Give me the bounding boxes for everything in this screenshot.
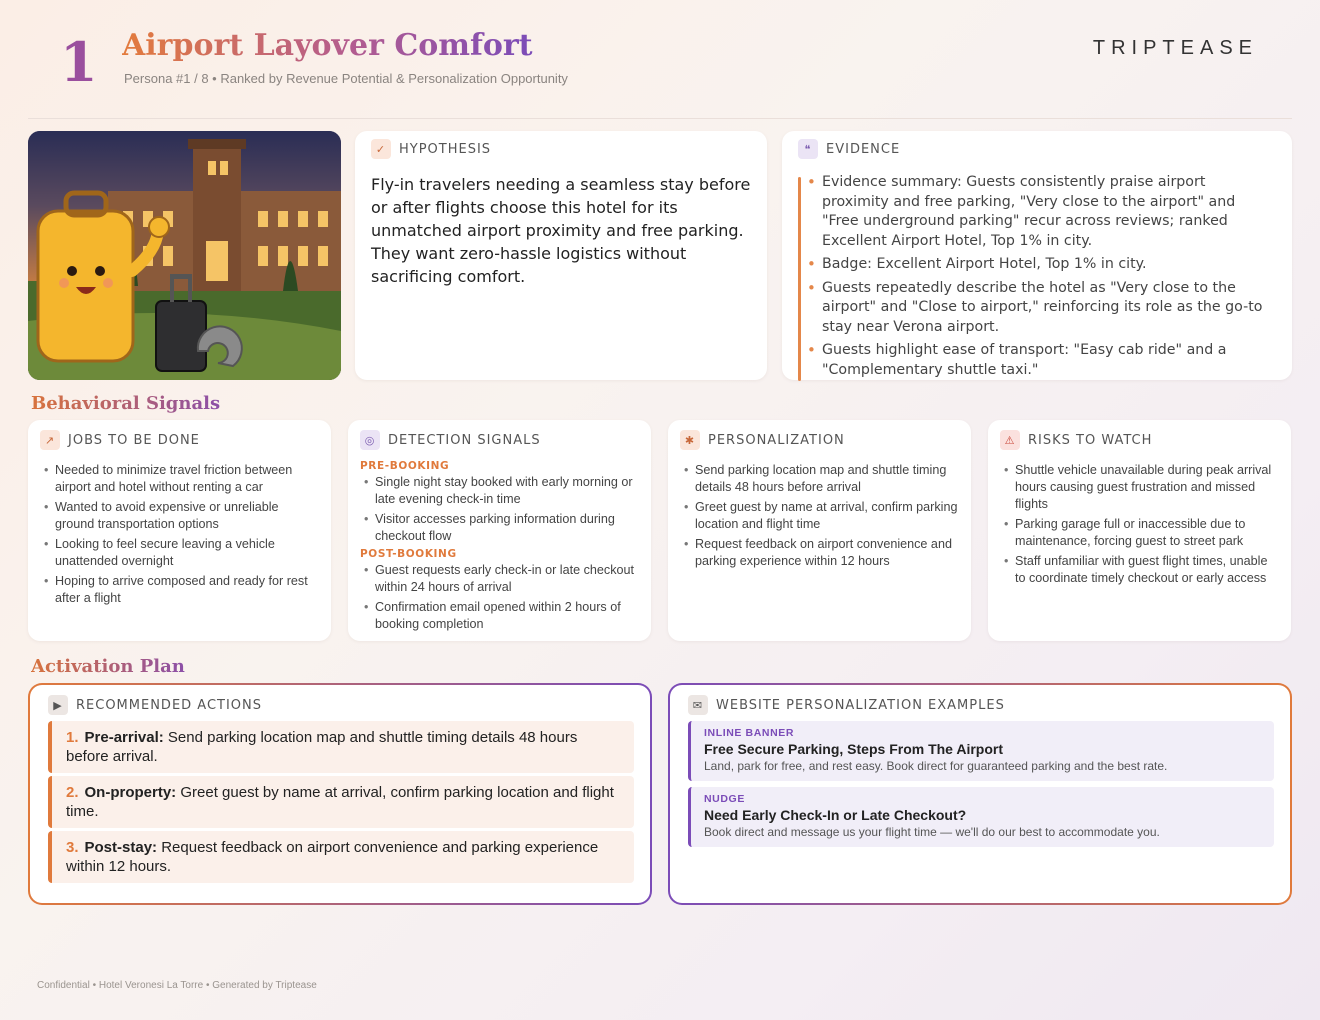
page-subtitle: Persona #1 / 8 • Ranked by Revenue Potential & Personalization Opportunity bbox=[124, 71, 568, 86]
list-item: • Confirmation email opened within 2 hours of booking completion bbox=[375, 599, 639, 633]
detection-card bbox=[348, 420, 651, 641]
step-number: 3. bbox=[66, 839, 79, 856]
evidence-item: • Evidence summary: Guests consistently praise airport proximity and free parking, "Very close to the airport" and "Free underground parking" recur across reviews; ranked Excellent Airport Hotel, Top 1% in city. bbox=[822, 173, 1276, 251]
step-label: Post-stay: bbox=[84, 839, 158, 856]
warning-icon: ⚠ bbox=[1000, 430, 1020, 450]
detection-label: DETECTION SIGNALS bbox=[388, 432, 541, 448]
persona-rank: 1 bbox=[60, 30, 98, 94]
list-item: • Send parking location map and shuttle timing details 48 hours before arrival bbox=[695, 462, 959, 496]
evidence-list bbox=[782, 173, 1276, 380]
list-item: • Guest requests early check-in or late checkout within 24 hours of arrival bbox=[375, 562, 639, 596]
example-tag: NUDGE bbox=[704, 793, 745, 805]
brand-logo: TRIPTEASE bbox=[1092, 37, 1258, 59]
list-item: • Staff unfamiliar with guest flight times, unable to coordinate timely checkout or early access bbox=[1015, 553, 1279, 587]
personalization-label: PERSONALIZATION bbox=[708, 432, 845, 448]
post-booking-label: POST-BOOKING bbox=[360, 548, 457, 560]
hypothesis-label: HYPOTHESIS bbox=[399, 141, 492, 157]
jobs-label: JOBS TO BE DONE bbox=[68, 432, 200, 448]
evidence-header bbox=[798, 139, 1276, 159]
step-label: Pre-arrival: bbox=[84, 729, 164, 746]
hotel-suitcase-illustration bbox=[28, 131, 341, 380]
risks-header bbox=[1000, 430, 1279, 450]
recommended-actions-header bbox=[48, 695, 262, 715]
pre-booking-label: PRE-BOOKING bbox=[360, 460, 450, 472]
page-title: Airport Layover Comfort bbox=[122, 28, 533, 63]
evidence-item: • Badge: Excellent Airport Hotel, Top 1% in city. bbox=[822, 255, 1276, 275]
jobs-list bbox=[40, 462, 319, 607]
hypothesis-header bbox=[371, 139, 751, 159]
persona-illustration bbox=[28, 131, 341, 380]
personalization-card bbox=[668, 420, 971, 641]
eye-icon: ◎ bbox=[360, 430, 380, 450]
list-item: • Needed to minimize travel friction between airport and hotel without renting a car bbox=[55, 462, 319, 496]
example-body: Book direct and message us your flight time — we'll do our best to accommodate you. bbox=[704, 825, 1160, 839]
recommended-actions-label: RECOMMENDED ACTIONS bbox=[76, 697, 263, 713]
recommended-actions-card bbox=[28, 683, 652, 905]
header-divider bbox=[28, 118, 1292, 119]
example-headline: Need Early Check-In or Late Checkout? bbox=[704, 807, 967, 823]
check-icon: ✓ bbox=[371, 139, 391, 159]
action-step bbox=[48, 776, 634, 828]
quote-icon: ❝ bbox=[798, 139, 818, 159]
detection-header bbox=[360, 430, 639, 450]
evidence-label: EVIDENCE bbox=[826, 141, 901, 157]
evidence-item: • Guests highlight ease of transport: "Easy cab ride" and a "Complementary shuttle taxi." bbox=[822, 341, 1276, 380]
list-item: • Hoping to arrive composed and ready for rest after a flight bbox=[55, 573, 319, 607]
step-number: 2. bbox=[66, 784, 79, 801]
list-item: • Visitor accesses parking information during checkout flow bbox=[375, 511, 639, 545]
jobs-card bbox=[28, 420, 331, 641]
step-number: 1. bbox=[66, 729, 79, 746]
website-personalization-card bbox=[668, 683, 1292, 905]
arrow-up-right-icon: ↗ bbox=[40, 430, 60, 450]
example-headline: Free Secure Parking, Steps From The Airport bbox=[704, 741, 1004, 757]
list-item: • Looking to feel secure leaving a vehicle unattended overnight bbox=[55, 536, 319, 570]
jobs-header bbox=[40, 430, 319, 450]
pre-booking-list bbox=[360, 474, 639, 545]
play-icon: ▶ bbox=[48, 695, 68, 715]
action-step bbox=[48, 721, 634, 773]
personalization-header bbox=[680, 430, 959, 450]
post-booking-list bbox=[360, 562, 639, 633]
footer: Confidential • Hotel Veronesi La Torre • Generated by Triptease bbox=[37, 980, 317, 991]
list-item: • Single night stay booked with early morning or late evening check-in time bbox=[375, 474, 639, 508]
list-item: • Request feedback on airport convenience and parking experience within 12 hours bbox=[695, 536, 959, 570]
list-item: • Shuttle vehicle unavailable during peak arrival hours causing guest frustration and missed flights bbox=[1015, 462, 1279, 513]
activation-plan-title: Activation Plan bbox=[31, 656, 185, 677]
list-item: • Parking garage full or inaccessible due to maintenance, forcing guest to street park bbox=[1015, 516, 1279, 550]
header bbox=[0, 0, 1320, 120]
mail-icon: ✉ bbox=[688, 695, 708, 715]
behavioral-signals-title: Behavioral Signals bbox=[31, 393, 221, 414]
website-personalization-header bbox=[688, 695, 1005, 715]
risks-card bbox=[988, 420, 1291, 641]
example-nudge bbox=[688, 787, 1274, 847]
website-personalization-label: WEBSITE PERSONALIZATION EXAMPLES bbox=[716, 697, 1005, 713]
evidence-accent-bar bbox=[798, 177, 801, 381]
evidence-card bbox=[782, 131, 1292, 380]
step-text: Request feedback on airport convenience and parking experience within 12 hours. bbox=[66, 839, 599, 875]
sparkle-icon: ✱ bbox=[680, 430, 700, 450]
hypothesis-card bbox=[355, 131, 767, 380]
list-item: • Wanted to avoid expensive or unreliable ground transportation options bbox=[55, 499, 319, 533]
step-text: Send parking location map and shuttle timing details 48 hours before arrival. bbox=[66, 729, 578, 765]
action-step bbox=[48, 831, 634, 883]
example-body: Land, park for free, and rest easy. Book direct for guaranteed parking and the best rate. bbox=[704, 759, 1168, 773]
risks-label: RISKS TO WATCH bbox=[1028, 432, 1153, 448]
risks-list bbox=[1000, 462, 1279, 587]
list-item: • Greet guest by name at arrival, confirm parking location and flight time bbox=[695, 499, 959, 533]
personalization-list bbox=[680, 462, 959, 570]
evidence-item: • Guests repeatedly describe the hotel as "Very close to the airport" and "Close to airport," reinforcing its role as the go-to stay near Verona airport. bbox=[822, 279, 1276, 338]
example-inline-banner bbox=[688, 721, 1274, 781]
example-tag: INLINE BANNER bbox=[704, 727, 795, 739]
step-text: Greet guest by name at arrival, confirm parking location and flight time. bbox=[66, 784, 614, 820]
hypothesis-text: Fly-in travelers needing a seamless stay before or after flights choose this hotel for its unmatched airport proximity and free parking. They want zero-hassle logistics without sacrificing comfort. bbox=[371, 175, 751, 286]
step-label: On-property: bbox=[84, 784, 177, 801]
